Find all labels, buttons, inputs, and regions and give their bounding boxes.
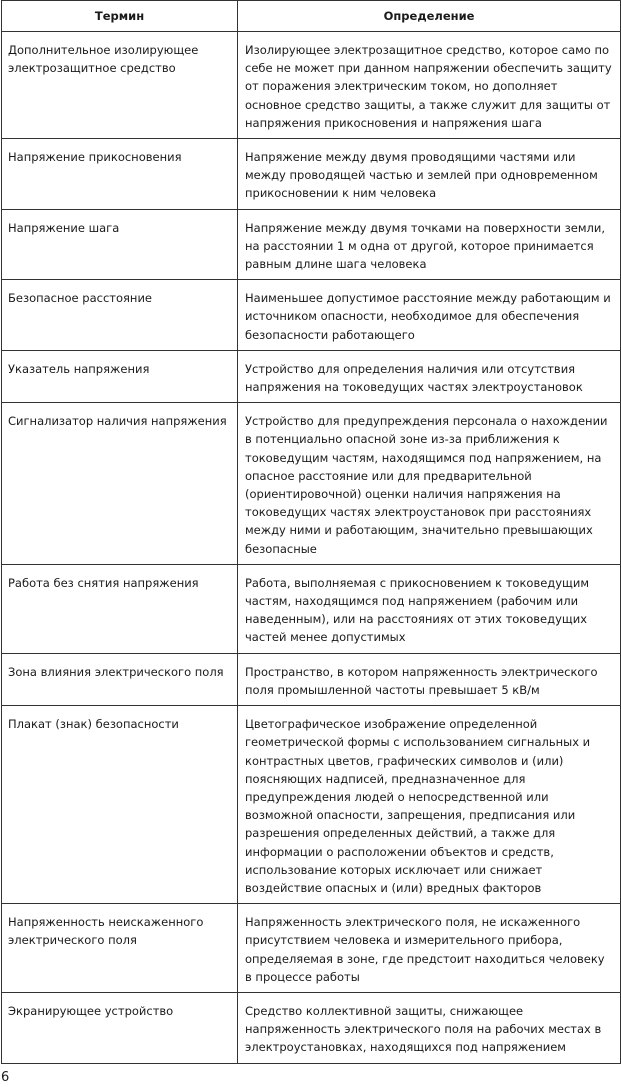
- term-cell: Указатель напряжения: [2, 350, 238, 402]
- table-row: [2, 350, 621, 402]
- definition-cell: Пространство, в котором напряженность электрического поля промышленной частоты превышает 5 кВ/м: [238, 653, 621, 705]
- table-row: [2, 564, 621, 653]
- definition-cell: Наименьшее допустимое расстояние между работающим и источником опасности, необходимое для обеспечения безопасности работающего: [238, 280, 621, 351]
- table-row: [2, 992, 621, 1063]
- column-header-term: Термин: [2, 1, 238, 32]
- term-cell: Зона влияния электрического поля: [2, 653, 238, 705]
- term-cell: Плакат (знак) безопасности: [2, 706, 238, 904]
- definition-cell: Средство коллективной защиты, снижающее напряженность электрического поля на рабочих местах в электроустановках, находящихся под напряжением: [238, 992, 621, 1063]
- table-header-row: [2, 1, 621, 32]
- table-row: [2, 139, 621, 210]
- term-cell: Безопасное расстояние: [2, 280, 238, 351]
- table-row: [2, 904, 621, 993]
- page-number: 6: [1, 1070, 10, 1085]
- definition-cell: Напряжение между двумя точками на поверхности земли, на расстоянии 1 м одна от другой, которое принимается равным длине шага человека: [238, 209, 621, 280]
- terms-table: [1, 0, 621, 1064]
- definition-cell: Устройство для определения наличия или отсутствия напряжения на токоведущих частях электроустановок: [238, 350, 621, 402]
- table-row: [2, 209, 621, 280]
- definition-cell: Работа, выполняемая с прикосновением к токоведущим частям, находящимся под напряжением (рабочим или наведенным), или на расстояниях от этих токоведущих частей менее допустимых: [238, 564, 621, 653]
- term-cell: Напряжение прикосновения: [2, 139, 238, 210]
- term-cell: Дополнительное изолирующее электрозащитное средство: [2, 32, 238, 139]
- table-row: [2, 653, 621, 705]
- definition-cell: Напряженность электрического поля, не искаженного присутствием человека и измерительного прибора, определяемая в зоне, где предстоит находиться человеку в процессе работы: [238, 904, 621, 993]
- table-row: [2, 403, 621, 565]
- term-cell: Сигнализатор наличия напряжения: [2, 403, 238, 565]
- definition-cell: Цветографическое изображение определенной геометрической формы с использованием сигнальных и контрастных цветов, графических символов и (или) поясняющих надписей, предназначенное для предупреждения людей о непосредственной или возможной опасности, запрещения, предписания или разрешения определенных действий, а также для информации о расположении объектов и средств, использование которых исключает или снижает воздействие опасных и (или) вредных факторов: [238, 706, 621, 904]
- term-cell: Работа без снятия напряжения: [2, 564, 238, 653]
- table-row: [2, 280, 621, 351]
- term-cell: Экранирующее устройство: [2, 992, 238, 1063]
- term-cell: Напряжение шага: [2, 209, 238, 280]
- definition-cell: Изолирующее электрозащитное средство, которое само по себе не может при данном напряжении обеспечить защиту от поражения электрическим током, но дополняет основное средство защиты, а также служит для защиты от напряжения прикосновения и напряжения шага: [238, 32, 621, 139]
- term-cell: Напряженность неискаженного электрического поля: [2, 904, 238, 993]
- definition-cell: Устройство для предупреждения персонала о нахождении в потенциально опасной зоне из-за приближения к токоведущим частям, находящимся под напряжением, на опасное расстояние или для предварительной (ориентировочной) оценки наличия напряжения на токоведущих частях электроустановок при расстояниях между ними и работающим, значительно превышающих безопасные: [238, 403, 621, 565]
- column-header-definition: Определение: [238, 1, 621, 32]
- table-row: [2, 706, 621, 904]
- definition-cell: Напряжение между двумя проводящими частями или между проводящей частью и землей при одновременном прикосновении к ним человека: [238, 139, 621, 210]
- table-row: [2, 32, 621, 139]
